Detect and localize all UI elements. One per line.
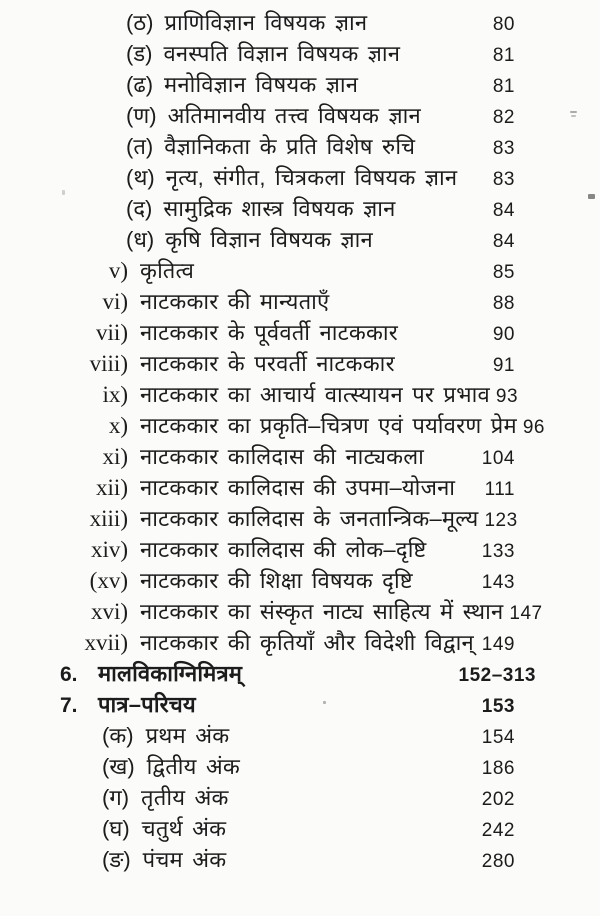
- toc-row: [0, 255, 600, 286]
- toc-row: [0, 38, 600, 69]
- toc-row: [0, 596, 600, 627]
- row-designator: (ङ): [102, 847, 131, 872]
- row-designator: (थ): [126, 165, 155, 190]
- row-designator: ix): [102, 382, 128, 407]
- row-title: नाटककार की शिक्षा विषयक दृष्टि: [140, 568, 413, 593]
- scan-speck: [588, 194, 595, 199]
- row-title: नाटककार का आचार्य वात्स्यायन पर प्रभाव: [140, 382, 490, 407]
- row-designator: (ड): [126, 41, 153, 66]
- row-title: नाटककार की मान्यताएँ: [140, 289, 330, 314]
- row-title: सामुद्रिक शास्त्र विषयक ज्ञान: [163, 196, 396, 221]
- toc-row: [0, 100, 600, 131]
- row-title: द्वितीय अंक: [146, 754, 241, 779]
- toc-row: [0, 193, 600, 224]
- row-designator: xvi): [90, 599, 128, 624]
- toc-row: [0, 317, 600, 348]
- row-page-number: 149: [481, 634, 515, 655]
- toc-row: [0, 751, 600, 782]
- row-title: मालविकाग्निमित्रम्: [98, 661, 243, 686]
- toc-row: [0, 472, 600, 503]
- toc-row: [0, 441, 600, 472]
- toc-row: [0, 348, 600, 379]
- row-page-number: 82: [492, 107, 515, 128]
- row-page-number: 83: [492, 138, 515, 159]
- row-designator: 6.: [60, 663, 78, 686]
- row-designator: (द): [126, 196, 153, 221]
- row-designator: (ण): [126, 103, 157, 128]
- row-title: वैज्ञानिकता के प्रति विशेष रुचि: [164, 134, 416, 159]
- row-title: नाटककार का प्रकृति–चित्रण एवं पर्यावरण प्रेम: [140, 413, 517, 438]
- toc-row: [0, 627, 600, 658]
- scan-speck: [62, 190, 65, 195]
- row-title: मनोविज्ञान विषयक ज्ञान: [164, 72, 359, 97]
- toc-row: [0, 410, 600, 441]
- row-page-number: 85: [492, 262, 515, 283]
- toc-row: [0, 782, 600, 813]
- row-designator: xi): [102, 444, 128, 469]
- toc-row: [0, 565, 600, 596]
- toc-row: [0, 286, 600, 317]
- scan-speck: [323, 701, 326, 704]
- row-title: वनस्पति विज्ञान विषयक ज्ञान: [163, 41, 401, 66]
- row-page-number: 80: [492, 14, 515, 35]
- row-designator: (ख): [102, 754, 135, 779]
- row-page-number: 88: [492, 293, 515, 314]
- row-page-number: 111: [484, 479, 515, 500]
- toc-row: [0, 69, 600, 100]
- row-page-number: 96: [522, 417, 545, 438]
- row-page-number: 280: [481, 851, 515, 872]
- row-page-number: 153: [481, 696, 515, 717]
- row-designator: 7.: [60, 694, 78, 717]
- row-designator: vii): [96, 320, 128, 345]
- row-title: नाटककार कालिदास की उपमा–योजना: [140, 475, 456, 500]
- toc-row: [0, 131, 600, 162]
- row-title: नाटककार के पूर्ववर्ती नाटककार: [140, 320, 398, 345]
- row-title: नाटककार कालिदास की लोक–दृष्टि: [140, 537, 427, 562]
- toc-row: [0, 379, 600, 410]
- row-page-number: 202: [481, 789, 515, 810]
- row-page-number: 133: [481, 541, 515, 562]
- row-page-number: 81: [492, 45, 515, 66]
- row-page-number: 186: [481, 758, 515, 779]
- toc-row: [0, 162, 600, 193]
- row-designator: xiv): [90, 537, 128, 562]
- row-title: नृत्य, संगीत, चित्रकला विषयक ज्ञान: [165, 165, 458, 190]
- row-designator: (त): [126, 134, 154, 159]
- row-page-number: 154: [481, 727, 515, 748]
- toc-row: [0, 689, 600, 720]
- row-title: प्रथम अंक: [145, 723, 230, 748]
- row-designator: (घ): [102, 816, 130, 841]
- row-title: कृषि विज्ञान विषयक ज्ञान: [165, 227, 373, 252]
- row-page-number: 93: [495, 386, 519, 407]
- row-designator: xiii): [89, 506, 128, 531]
- row-page-number: 123: [484, 510, 518, 531]
- toc-row: [0, 7, 600, 38]
- row-page-number: 91: [492, 355, 515, 376]
- row-page-number: 147: [509, 603, 543, 624]
- scan-speck: [571, 115, 576, 117]
- row-title: प्राणिविज्ञान विषयक ज्ञान: [164, 10, 368, 35]
- row-designator: vi): [102, 289, 128, 314]
- row-title: पंचम अंक: [142, 847, 227, 872]
- row-designator: viii): [89, 351, 128, 376]
- row-page-number: 83: [492, 169, 515, 190]
- row-designator: (क): [102, 723, 134, 748]
- row-page-number: 143: [481, 572, 515, 593]
- toc-row: [0, 503, 600, 534]
- row-designator: xii): [96, 475, 128, 500]
- toc-row: [0, 658, 600, 689]
- row-page-number: 84: [492, 200, 515, 221]
- row-title: तृतीय अंक: [141, 785, 229, 810]
- row-title: नाटककार का संस्कृत नाट्य साहित्य में स्थान: [140, 599, 504, 624]
- scan-speck: [570, 111, 577, 113]
- row-page-number: 152–313: [458, 665, 536, 686]
- row-page-number: 84: [492, 231, 515, 252]
- row-designator: x): [108, 413, 128, 438]
- row-title: नाटककार कालिदास की नाट्यकला: [140, 444, 425, 469]
- toc-row: [0, 720, 600, 751]
- row-page-number: 242: [481, 820, 515, 841]
- toc-row: [0, 813, 600, 844]
- row-designator: (ग): [102, 785, 130, 810]
- row-title: नाटककार कालिदास के जनतान्त्रिक–मूल्य: [140, 506, 479, 531]
- row-title: नाटककार की कृतियाँ और विदेशी विद्वान्: [140, 630, 474, 655]
- row-title: अतिमानवीय तत्त्व विषयक ज्ञान: [167, 103, 421, 128]
- row-designator: (ठ): [126, 10, 154, 35]
- row-page-number: 90: [492, 324, 515, 345]
- row-designator: v): [108, 258, 128, 283]
- row-title: नाटककार के परवर्ती नाटककार: [140, 351, 395, 376]
- row-page-number: 81: [492, 76, 515, 97]
- row-title: कृतित्व: [140, 258, 194, 283]
- toc-rows: [0, 7, 600, 875]
- row-designator: (ध): [126, 227, 155, 252]
- row-designator: (ढ): [126, 72, 154, 97]
- row-designator: xvii): [84, 630, 128, 655]
- toc-row: [0, 224, 600, 255]
- row-title: पात्र–परिचय: [98, 692, 196, 717]
- row-title: चतुर्थ अंक: [141, 816, 227, 841]
- row-designator: (xv): [89, 568, 128, 593]
- toc-row: [0, 844, 600, 875]
- toc-row: [0, 534, 600, 565]
- row-page-number: 104: [481, 448, 515, 469]
